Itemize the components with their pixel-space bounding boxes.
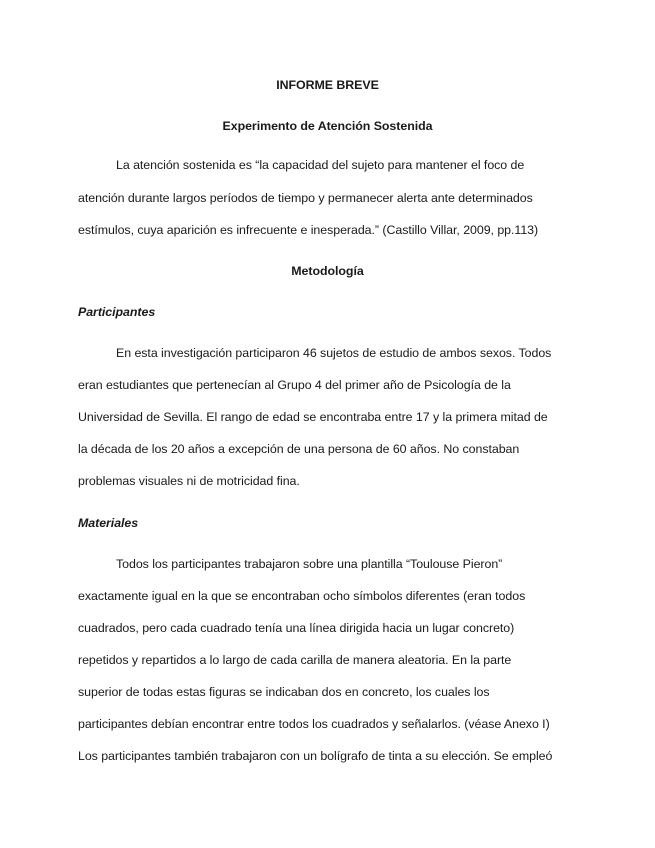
document-subtitle: Experimento de Atención Sostenida (222, 119, 433, 133)
subsection-heading-participants: Participantes (78, 305, 156, 319)
paragraph-line: superior de todas estas figuras se indicaban dos en concreto, los cuales los (78, 685, 490, 699)
intro-line: atención durante largos períodos de tiempo y permanecer alerta ante determinados (78, 191, 533, 205)
paragraph-line: Todos los participantes trabajaron sobre una plantilla “Toulouse Pieron” (116, 557, 503, 571)
paragraph-line: problemas visuales ni de motricidad fina. (78, 474, 300, 488)
paragraph-line: Los participantes también trabajaron con un bolígrafo de tinta a su elección. Se empleó (78, 749, 553, 763)
paragraph-line: la década de los 20 años a excepción de una persona de 60 años. No constaban (78, 442, 520, 456)
paragraph-line: En esta investigación participaron 46 sujetos de estudio de ambos sexos. Todos (116, 346, 552, 360)
paragraph-line: exactamente igual en la que se encontraban ocho símbolos diferentes (eran todos (78, 589, 526, 603)
section-heading-methodology: Metodología (291, 264, 364, 278)
paragraph-line: repetidos y repartidos a lo largo de cada carilla de manera aleatoria. En la parte (78, 653, 512, 667)
document-title: INFORME BREVE (276, 78, 379, 92)
paragraph-line: Universidad de Sevilla. El rango de edad se encontraba entre 17 y la primera mitad de (78, 410, 548, 424)
paragraph-line: eran estudiantes que pertenecían al Grupo 4 del primer año de Psicología de la (78, 378, 511, 392)
paragraph-line: participantes debían encontrar entre todos los cuadrados y señalarlos. (véase Anexo I) (78, 717, 550, 731)
intro-line: estímulos, cuya aparición es infrecuente e inesperada.” (Castillo Villar, 2009, pp.113) (78, 223, 539, 237)
subsection-heading-materials: Materiales (78, 516, 139, 530)
paragraph-line: cuadrados, pero cada cuadrado tenía una línea dirigida hacia un lugar concreto) (78, 621, 515, 635)
intro-line: La atención sostenida es “la capacidad del sujeto para mantener el foco de (116, 158, 525, 172)
